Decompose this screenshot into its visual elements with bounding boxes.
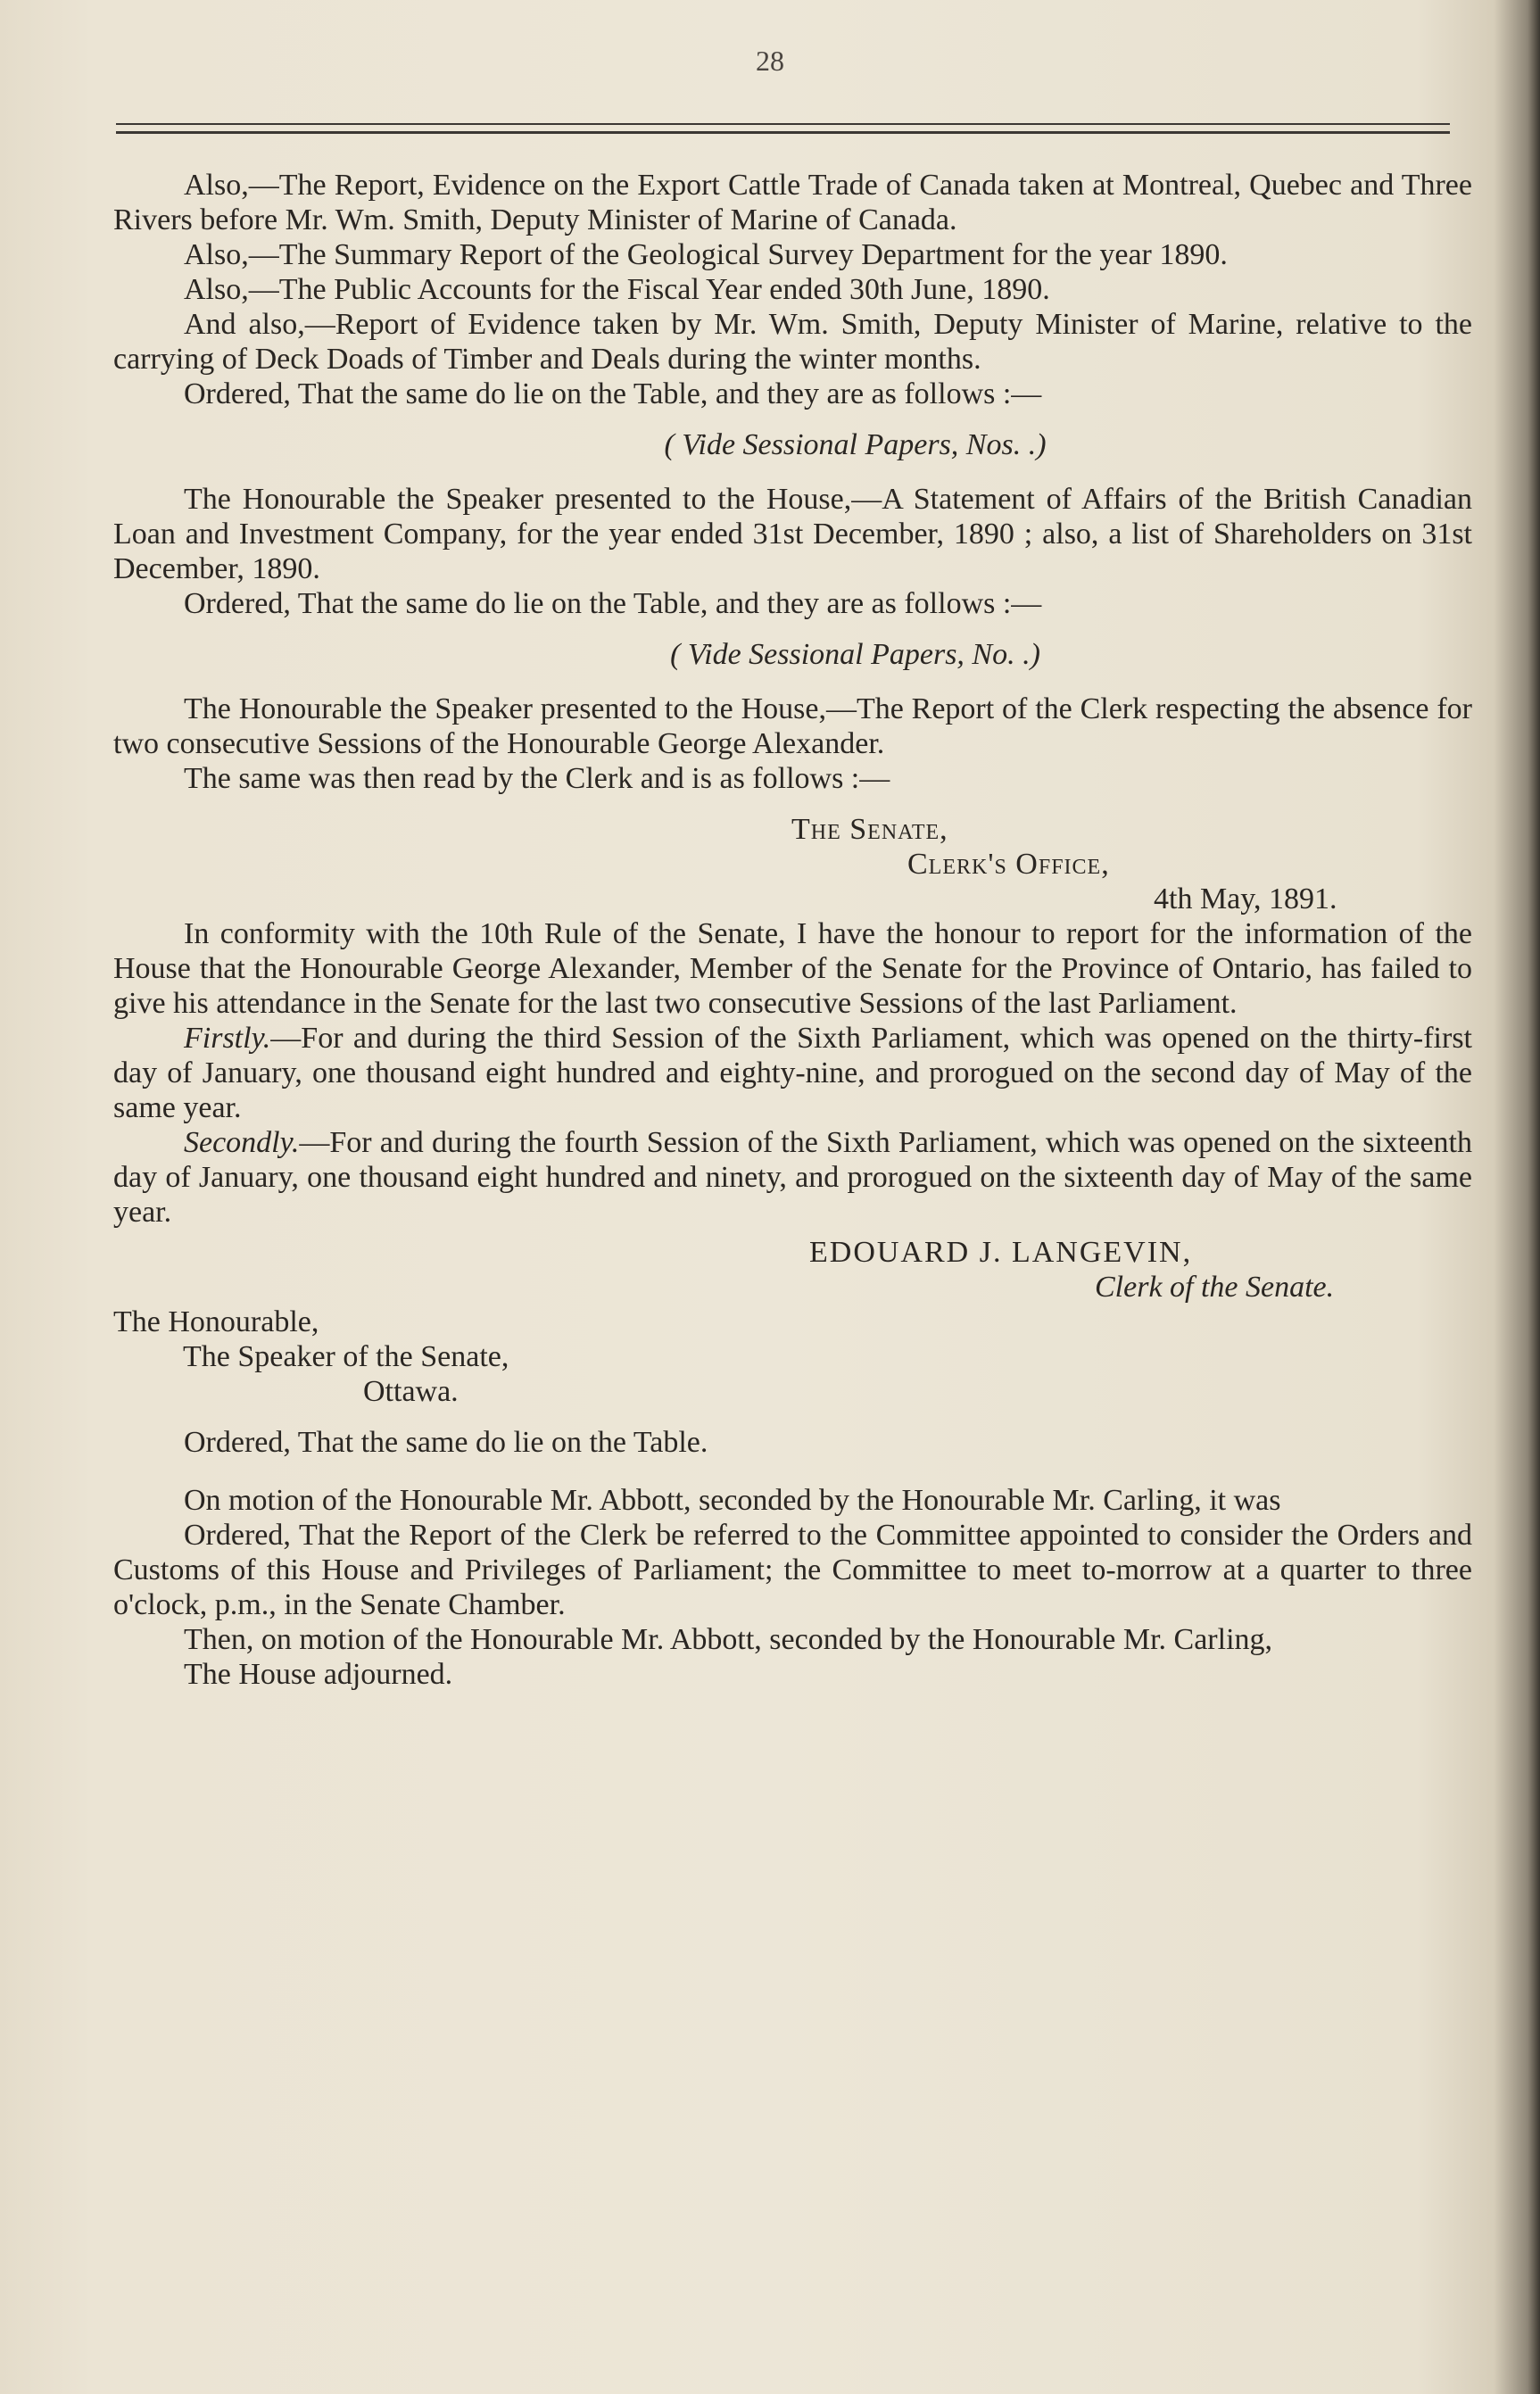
paragraph: On motion of the Honourable Mr. Abbott, seconded by the Honourable Mr. Carling, it was [184,1484,1281,1517]
paragraph: Also,—The Report, Evidence on the Export Cattle Trade of Canada taken at Montreal, Quebec and Three Rivers before Mr. Wm. Smith, Deputy Minister of Marine of Canada. [113,169,1472,236]
letter-heading: The Senate, [791,813,948,846]
paragraph: Ordered, That the same do lie on the Table, and they are as follows :— [184,587,1042,620]
paragraph: In conformity with the 10th Rule of the Senate, I have the honour to report for the information of the House that the Honourable George Alexander, Member of the Senate for the Province of Ontario, has failed to give his attendance in the Senate for the last two consecutive Sessions of the last Parliament. [113,917,1472,1020]
secondly-label: Secondly. [184,1126,300,1159]
address-line: Ottawa. [363,1375,459,1408]
paragraph: The same was then read by the Clerk and is as follows :— [184,762,890,795]
paragraph: The House adjourned. [184,1658,453,1691]
paragraph: Ordered, That the same do lie on the Table. [184,1426,708,1459]
signature: EDOUARD J. LANGEVIN, [809,1236,1193,1269]
paragraph: The Honourable the Speaker presented to the House,—The Report of the Clerk respecting the absence for two consecutive Sessions of the Honourable George Alexander. [113,692,1472,760]
paragraph: Also,—The Public Accounts for the Fiscal Year ended 30th June, 1890. [184,273,1050,306]
letter-heading: Clerk's Office, [907,848,1110,881]
document-body [113,168,1472,1692]
header-rule [116,123,1450,125]
page-number: 28 [756,45,784,77]
address-line: The Honourable, [113,1305,319,1338]
paragraph: Also,—The Summary Report of the Geological Survey Department for the year 1890. [184,238,1228,271]
vide-reference: ( Vide Sessional Papers, No. .) [670,638,1040,671]
paragraph: Firstly.—For and during the third Session of the Sixth Parliament, which was opened on the thirty-first day of January, one thousand eight hundred and eighty-nine, and prorogued on the second day of May of the same year. [113,1022,1472,1124]
signature-title: Clerk of the Senate. [1095,1271,1335,1304]
header-rule-double [116,131,1450,134]
paragraph: Ordered, That the same do lie on the Table, and they are as follows :— [184,377,1042,410]
paragraph: And also,—Report of Evidence taken by Mr. Wm. Smith, Deputy Minister of Marine, relative to the carrying of Deck Doads of Timber and Deals during the winter months. [113,308,1472,376]
address-line: The Speaker of the Senate, [183,1340,509,1373]
letter-date: 4th May, 1891. [1154,882,1337,915]
paragraph: The Honourable the Speaker presented to the House,—A Statement of Affairs of the British Canadian Loan and Investment Company, for the year ended 31st December, 1890 ; also, a list of Shareholders on 31st December, 1890. [113,483,1472,585]
firstly-label: Firstly. [184,1022,271,1055]
paragraph: Then, on motion of the Honourable Mr. Abbott, seconded by the Honourable Mr. Carling, [184,1623,1273,1656]
vide-reference: ( Vide Sessional Papers, Nos. .) [664,428,1047,461]
paragraph: Ordered, That the Report of the Clerk be referred to the Committee appointed to consider the Orders and Customs of this House and Privileges of Parliament; the Committee to meet to-morrow at a quarter to three o'clock, p.m., in the Senate Chamber. [113,1519,1472,1621]
paragraph: Secondly.—For and during the fourth Session of the Sixth Parliament, which was opened on the sixteenth day of January, one thousand eight hundred and ninety, and prorogued on the sixteenth day of May of the same year. [113,1126,1472,1229]
